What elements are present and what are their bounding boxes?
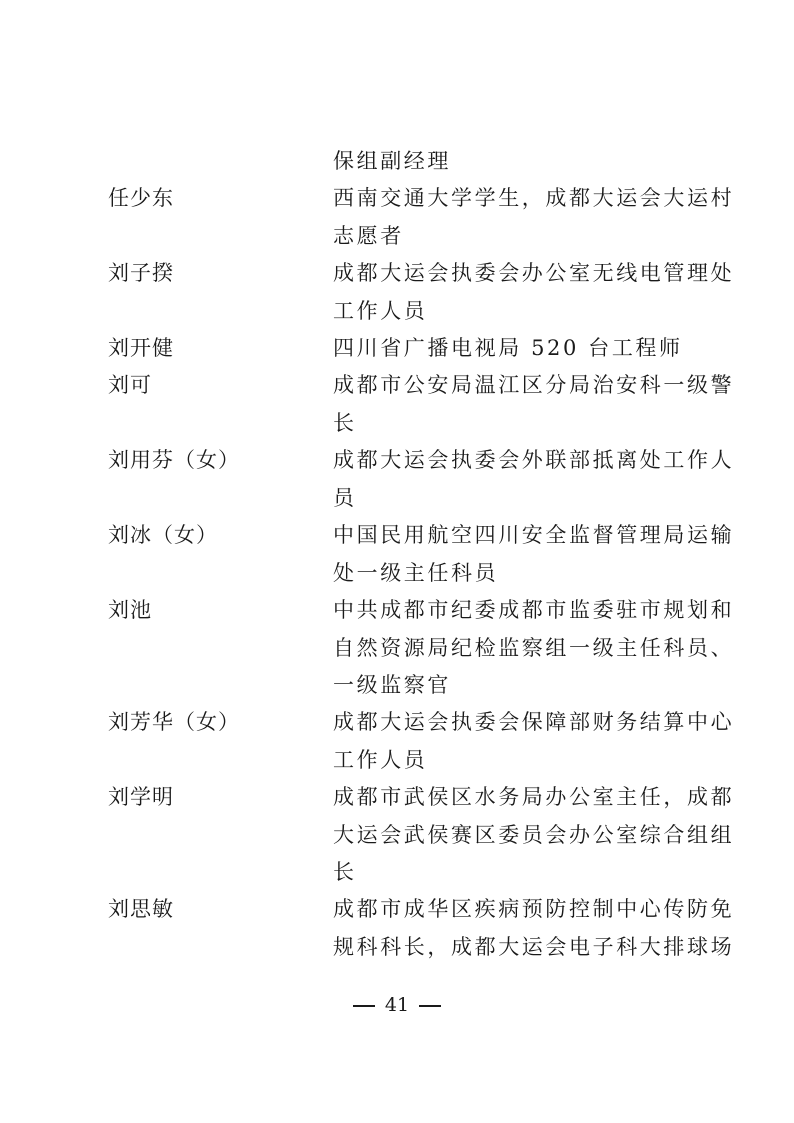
person-description (333, 592, 735, 705)
page-footer (0, 990, 794, 1020)
description-line: 自然资源局纪检监察组一级主任科员、 (333, 635, 735, 660)
description-line: 成都市公安局温江区分局治安科一级警 (333, 373, 735, 397)
person-name: 刘开健 (108, 336, 174, 360)
description-line: 成都市成华区疾病预防控制中心传防免 (333, 897, 735, 921)
dash-icon (419, 1005, 441, 1007)
description-line: 处一级主任科员 (333, 560, 499, 585)
person-description (333, 330, 703, 368)
description-line: 规科科长，成都大运会电子科大排球场 (333, 934, 735, 959)
person-description (333, 367, 735, 442)
description-line: 成都大运会执委会外联部抵离处工作人 (333, 448, 735, 472)
description-line: 长 (333, 410, 357, 435)
person-name: 刘冰（女） (108, 523, 218, 547)
person-description (333, 255, 735, 330)
description-line: 保组副经理 (333, 149, 451, 173)
person-description (333, 517, 735, 592)
description-line: 中共成都市纪委成都市监委驻市规划和 (333, 598, 735, 622)
person-name: 刘学明 (108, 785, 174, 809)
person-name: 刘用芬（女） (108, 448, 240, 472)
page-number: 41 (384, 994, 410, 1016)
description-line: 员 (333, 485, 357, 510)
description-line: 工作人员 (333, 747, 428, 772)
dash-icon (353, 1005, 375, 1007)
description-line: 四川省广播电视局 520 台工程师 (333, 336, 683, 360)
description-line: 西南交通大学学生，成都大运会大运村 (333, 186, 735, 210)
person-description (333, 891, 735, 966)
description-line: 一级监察官 (333, 673, 451, 697)
person-description (333, 704, 735, 779)
person-name: 刘芳华（女） (108, 710, 240, 734)
description-line: 大运会武侯赛区委员会办公室综合组组 (333, 822, 735, 847)
person-description (333, 442, 735, 517)
person-description (333, 180, 735, 255)
description-line: 中国民用航空四川安全监督管理局运输 (333, 523, 735, 547)
person-description (333, 779, 735, 892)
person-description (333, 143, 703, 181)
person-name: 刘子揆 (108, 261, 174, 285)
description-line: 长 (333, 860, 357, 884)
person-name: 刘可 (108, 373, 152, 397)
person-name: 刘思敏 (108, 897, 174, 921)
description-line: 成都市武侯区水务局办公室主任，成都 (333, 785, 735, 809)
description-line: 成都大运会执委会保障部财务结算中心 (333, 710, 735, 734)
description-line: 工作人员 (333, 298, 428, 323)
person-name: 任少东 (108, 186, 174, 210)
description-line: 成都大运会执委会办公室无线电管理处 (333, 261, 735, 285)
description-line: 志愿者 (333, 223, 404, 248)
person-name: 刘池 (108, 598, 152, 622)
